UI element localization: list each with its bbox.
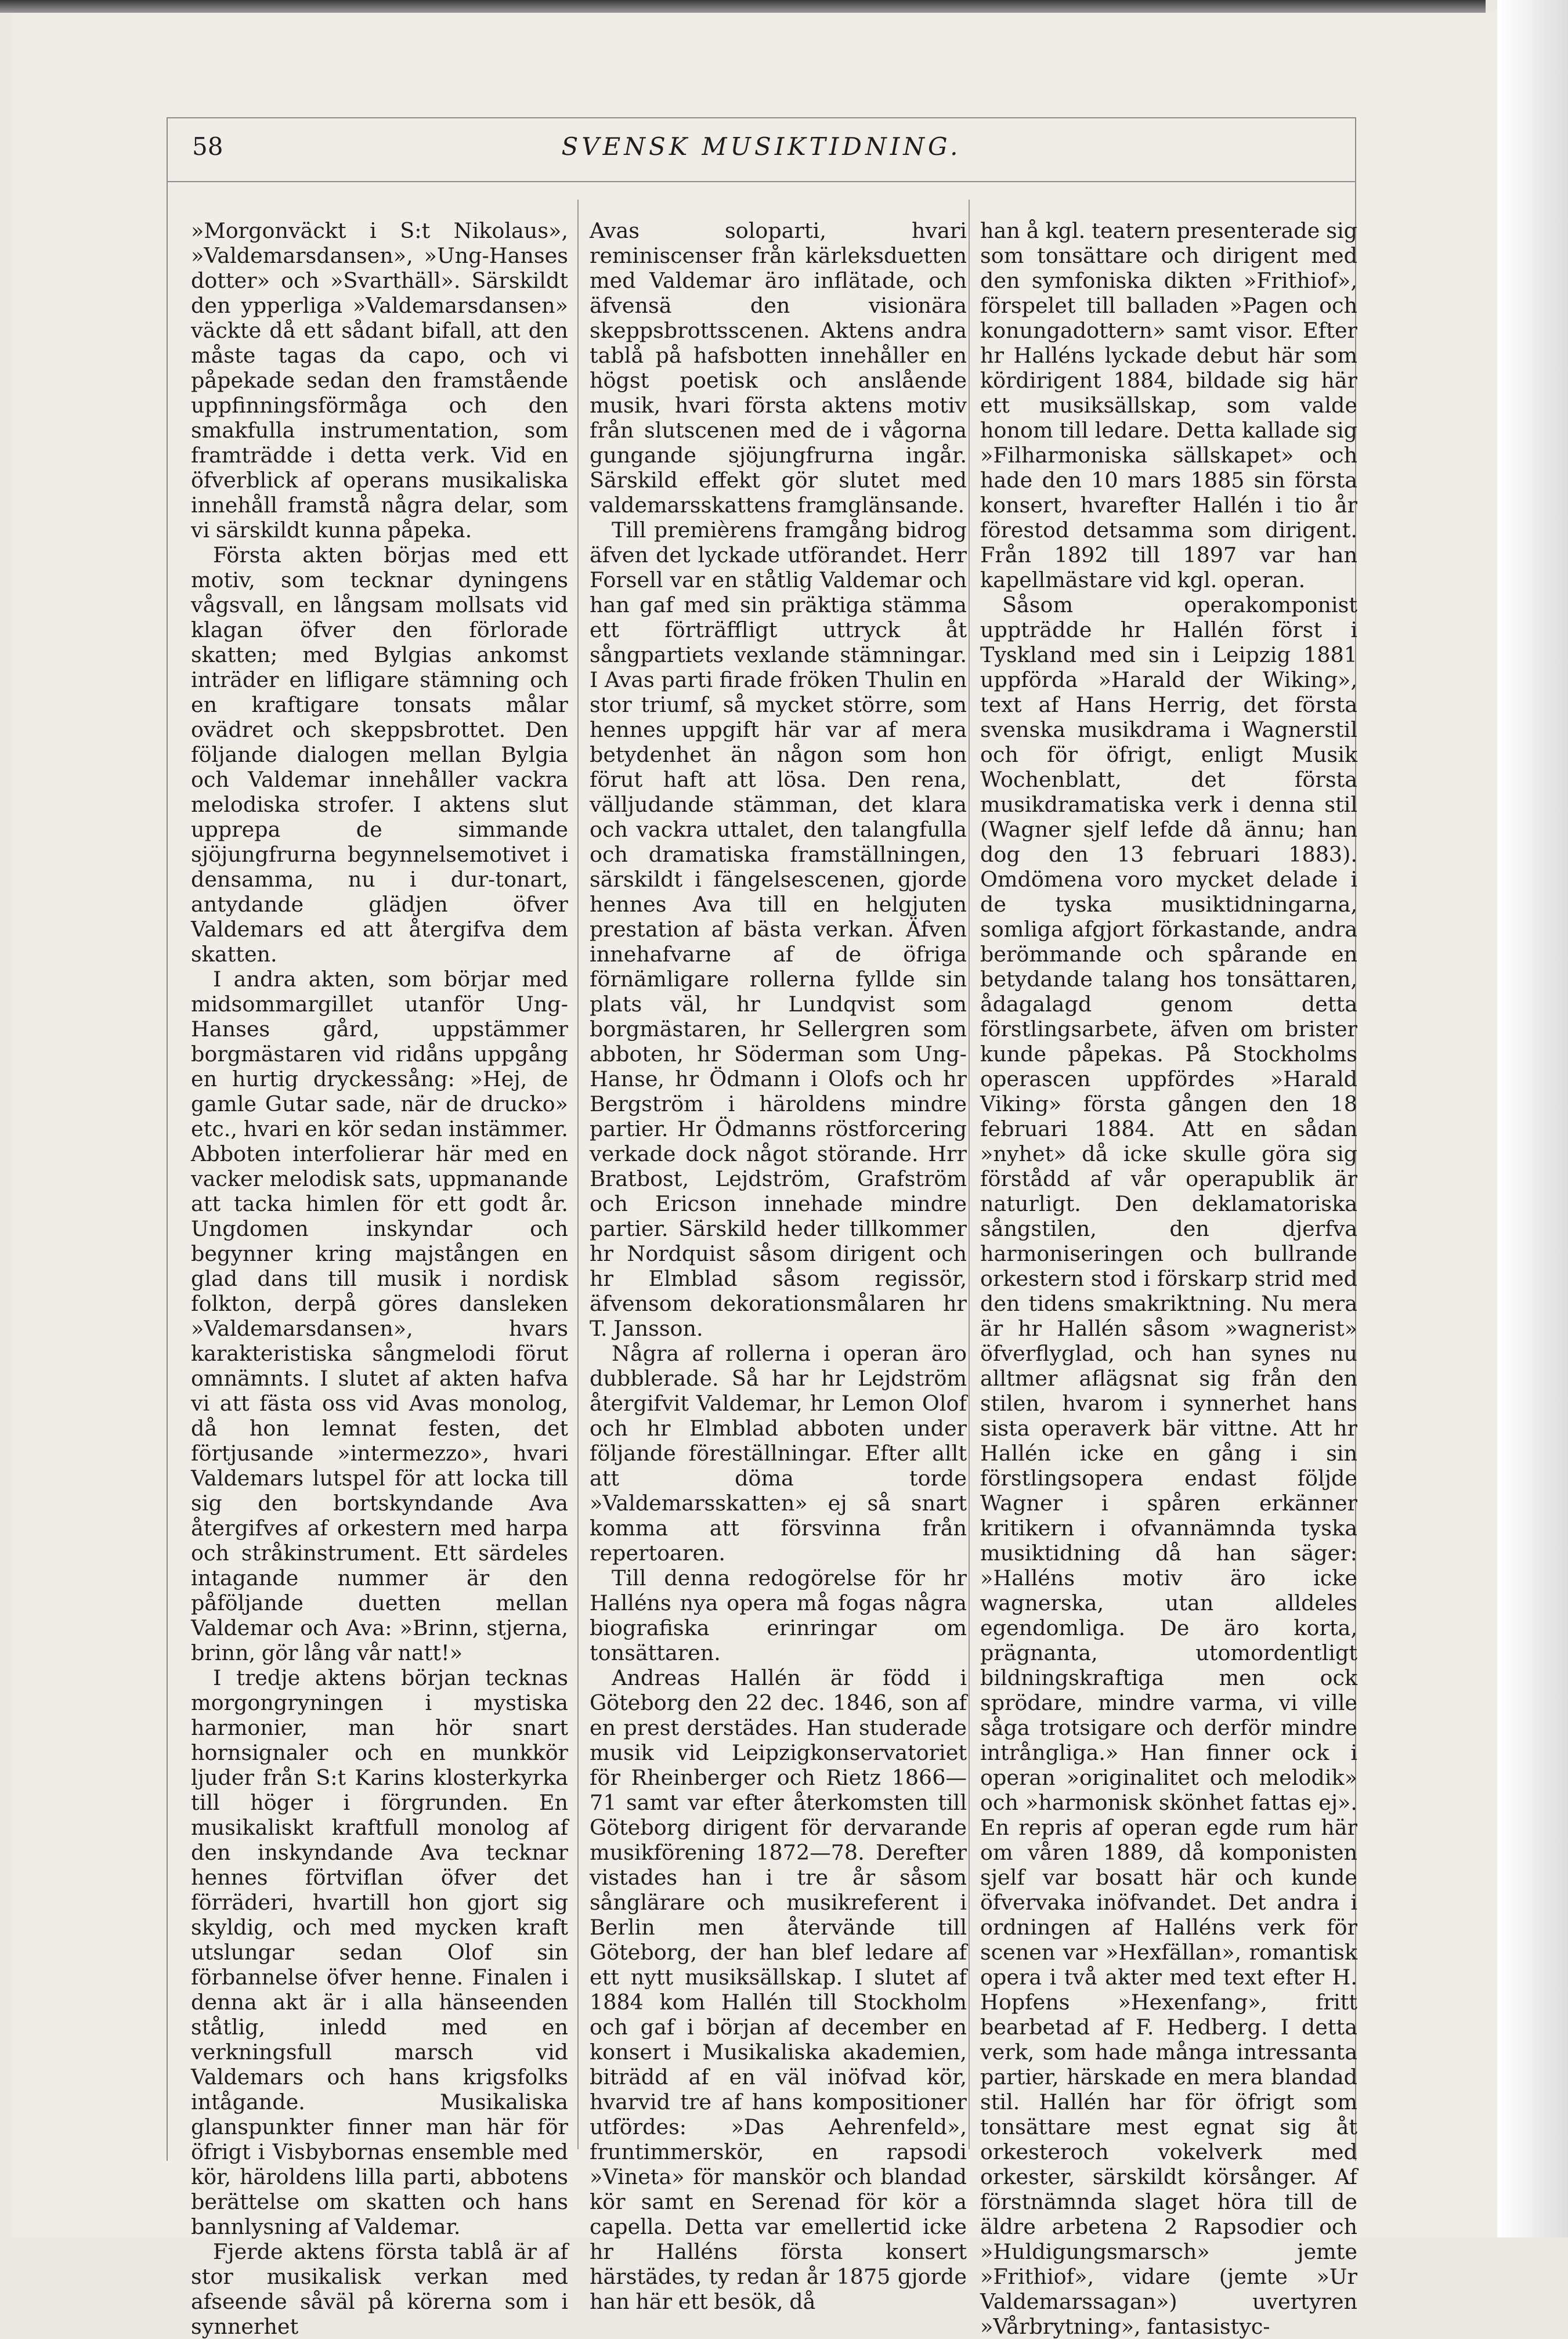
page-number: 58 <box>192 132 223 161</box>
scan-top-strip <box>0 0 1486 13</box>
column-rule <box>577 200 579 2149</box>
paragraph: han å kgl. teatern presenterade sig som tonsättare och dirigent med den symfoniska dikten »Frithiof», förspelet till balladen »Pagen och konungadottern» samt visor. Efter hr Halléns lyckade debut här som kördirigent 1884, bildade sig här ett musiksällskap, som valde honom till ledare. Detta kallade sig »Filharmoniska sällskapet» och hade den 10 mars 1885 sin första konsert, hvarefter Hallén i tio år förestod detsamma som dirigent. Från 1892 till 1897 var han kapellmästare vid kgl. operan. <box>980 218 1357 592</box>
text-column-3 <box>980 218 1357 2339</box>
paragraph: Såsom operakomponist uppträdde hr Hallén först i Tyskland med sin i Leipzig 1881 uppförda »Harald der Wiking», text af Hans Herrig, det första svenska musikdrama i Wagnerstil och för öfrigt, enligt Musik Wochenblatt, det första musikdramatiska verk i denna stil (Wagner sjelf lefde då ännu; han dog den 13 februari 1883). Omdömena voro mycket delade i de tyska musiktidningarna, somliga afgjort förkastande, andra berömmande och spårande en betydande talang hos tonsättaren, ådagalagd genom detta förstlingsarbete, äfven om brister kunde påpekas. På Stockholms operascen uppfördes »Harald Viking» första gången den 18 februari 1884. Att en sådan »nyhet» då icke skulle göra sig förstådd af vår operapublik är naturligt. Den deklamatoriska sångstilen, den djerfva harmoniseringen och bullrande orkestern stod i förskarp strid med den tidens smakriktning. Nu mera är hr Hallén såsom »wagnerist» öfverflyglad, och han synes nu alltmer aflägsnat sig från den stilen, hvarom i synnerhet hans sista operaverk bär vittne. Att hr Hallén icke en gång i sin förstlingsopera endast följde Wagner i spåren erkänner kritikern i ofvannämnda tyska musiktidning då han säger: »Halléns motiv äro icke wagnerska, utan alldeles egendomliga. De äro korta, prägnanta, utomordentligt bildningskraftiga men ock sprödare, mindre varma, vi ville såga trotsigare och derför mindre intrångliga.» Han finner ock i operan »originalitet och melodik» och »harmonisk skönhet fattas ej». En repris af operan egde rum här om våren 1889, då komponisten sjelf var bosatt här och kunde öfvervaka inöfvandet. Det andra i ordningen af Halléns verk för scenen var »Hexfällan», romantisk opera i två akter med text efter H. Hopfens »Hexenfang», fritt bearbetad af F. Hedberg. I detta verk, som hade många intressanta partier, härskade en mera blandad stil. Hallén har för öfrigt som tonsättare mest egnat sig åt orkesteroch vokelverk med orkester, särskildt körsånger. Af förstnämnda slaget höra till de äldre arbetena 2 Rapsodier och »Huldigungsmarsch» jemte »Frithiof», vidare (jemte »Ur Valdemarssagan») uvertyren »Vårbrytning», fantasistyc- <box>980 592 1357 2339</box>
magazine-page <box>12 13 1497 2339</box>
scan-page-edge <box>1497 0 1568 2237</box>
paragraph: Första akten börjas med ett motiv, som tecknar dyningens vågsvall, en långsam mollsats vid klagan öfver den förlorade skatten; med Bylgias ankomst inträder en lifligare stämning och en kraftigare tonsats målar ovädret och skeppsbrottet. Den följande dialogen mellan Bylgia och Valdemar innehåller vackra melodiska strofer. I aktens slut upprepa de simmande sjöjungfrurna begynnelsemotivet i densamma, nu i dur-tonart, antydande glädjen öfver Valdemars ed att återgifva dem skatten. <box>191 543 568 967</box>
paragraph: Några af rollerna i operan äro dubblerade. Så har hr Lejdström återgifvit Valdemar, hr Lemon Olof och hr Elmblad abboten under följande föreställningar. Efter allt att döma torde »Valdemarsskatten» ej så snart komma att försvinna från repertoaren. <box>590 1341 967 1566</box>
column-rule <box>969 200 970 2149</box>
paragraph: Avas soloparti, hvari reminiscenser från kärleksduetten med Valdemar äro inflätade, och äfvensä den visionära skeppsbrottsscenen. Aktens andra tablå på hafsbotten innehåller en högst poetisk och anslående musik, hvari första aktens motiv från slutscenen med de i vågorna gungande sjöjungfrurna ingår. Särskild effekt gör slutet med valdemarsskattens framglänsande. <box>590 218 967 518</box>
paragraph: Till premièrens framgång bidrog äfven det lyckade utförandet. Herr Forsell var en ståtlig Valdemar och han gaf med sin präktiga stämma ett förträffligt uttryck åt sångpartiets vexlande stämningar. I Avas parti firade fröken Thulin en stor triumf, så mycket större, som hennes uppgift här var af mera betydenhet än någon som hon förut haft att lösa. Den rena, välljudande stämman, det klara och vackra uttalet, den talangfulla och dramatiska framställningen, särskildt i fängelsescenen, gjorde hennes Ava till en helgjuten prestation af bästa verkan. Äfven innehafvarne af de öfriga förnämligare rollerna fyllde sin plats väl, hr Lundqvist som borgmästaren, hr Sellergren som abboten, hr Söderman som Ung-Hanse, hr Ödmann i Olofs och hr Bergström i häroldens mindre partier. Hr Ödmanns röstforcering verkade dock något störande. Hrr Bratbost, Lejdström, Grafström och Ericson innehade mindre partier. Särskild heder tillkommer hr Nordquist såsom dirigent och hr Elmblad såsom regissör, äfvensom dekorationsmålaren hr T. Jansson. <box>590 518 967 1341</box>
paragraph: I tredje aktens början tecknas morgongryningen i mystiska harmonier, man hör snart hornsignaler och en munkkör ljuder från S:t Karins klosterkyrka till höger i förgrunden. En musikaliskt kraftfull monolog af den inskyndande Ava tecknar hennes förtviflan öfver det förräderi, hvartill hon gjort sig skyldig, och med mycken kraft utslungar sedan Olof sin förbannelse öfver henne. Finalen i denna akt är i alla hänseenden ståtlig, inledd med en verkningsfull marsch vid Valdemars och hans krigsfolks intågande. Musikaliska glanspunkter finner man här för öfrigt i Visbybornas ensemble med kör, häroldens lilla parti, abbotens berättelse om skatten och hans bannlysning af Valdemar. <box>191 1665 568 2239</box>
page-frame <box>167 117 1357 2339</box>
paragraph: Fjerde aktens första tablå är af stor musikalisk verkan med afseende såväl på körerna som i synnerhet <box>191 2239 568 2339</box>
publication-title: SVENSK MUSIKTIDNING. <box>561 132 962 161</box>
paragraph: Andreas Hallén är född i Göteborg den 22 dec. 1846, son af en prest derstädes. Han studerade musik vid Leipzigkonservatoriet för Rheinberger och Rietz 1866—71 samt var efter återkomsten till Göteborg dirigent för dervarande musikförening 1872—78. Derefter vistades han i tre år såsom sånglärare och musikreferent i Berlin men återvände till Göteborg, der han blef ledare af ett nytt musiksällskap. I slutet af 1884 kom Hallén till Stockholm och gaf i början af december en konsert i Musikaliska akademien, biträdd af en väl inöfvad kör, hvarvid tre af hans kompositioner utfördes: »Das Aehrenfeld», fruntimmerskör, en rapsodi »Vineta» för manskör och blandad kör samt en Serenad för kör a capella. Detta var emellertid icke hr Halléns första konsert härstädes, ty redan år 1875 gjorde han här ett besök, då <box>590 1665 967 2314</box>
paragraph: »Morgonväckt i S:t Nikolaus», »Valdemarsdansen», »Ung-Hanses dotter» och »Svarthäll». Särskildt den ypperliga »Valdemarsdansen» väckte då ett sådant bifall, att den måste tagas da capo, och vi påpekade sedan den framstående uppfinningsförmåga och den smakfulla instrumentation, som framträdde i detta verk. Vid en öfverblick af operans musikaliska innehåll framstå några delar, som vi särskildt kunna påpeka. <box>191 218 568 543</box>
paragraph: Till denna redogörelse för hr Halléns nya opera må fogas några biografiska erinringar om tonsättaren. <box>590 1566 967 1665</box>
text-column-2 <box>590 218 967 2314</box>
text-column-1 <box>191 218 568 2339</box>
paragraph: I andra akten, som börjar med midsommargillet utanför Ung-Hanses gård, uppstämmer borgmästaren vid ridåns uppgång en hurtig dryckessång: »Hej, de gamle Gutar sade, när de drucko» etc., hvari en kör sedan instämmer. Abboten interfolierar här med en vacker melodisk sats, uppmanande att tacka himlen för ett godt år. Ungdomen inskyndar och begynner kring majstången en glad dans till musik i nordisk folkton, derpå göres dansleken »Valdemarsdansen», hvars karakteristiska sångmelodi förut omnämnts. I slutet af akten hafva vi att fästa oss vid Avas monolog, då hon lemnat festen, det förtjusande »intermezzo», hvari Valdemars lutspel för att locka till sig den bortskyndande Ava återgifves af orkestern med harpa och stråkinstrument. Ett särdeles intagande nummer är den påföljande duetten mellan Valdemar och Ava: »Brinn, stjerna, brinn, gör lång vår natt!» <box>191 967 568 1665</box>
page-header <box>168 118 1355 182</box>
